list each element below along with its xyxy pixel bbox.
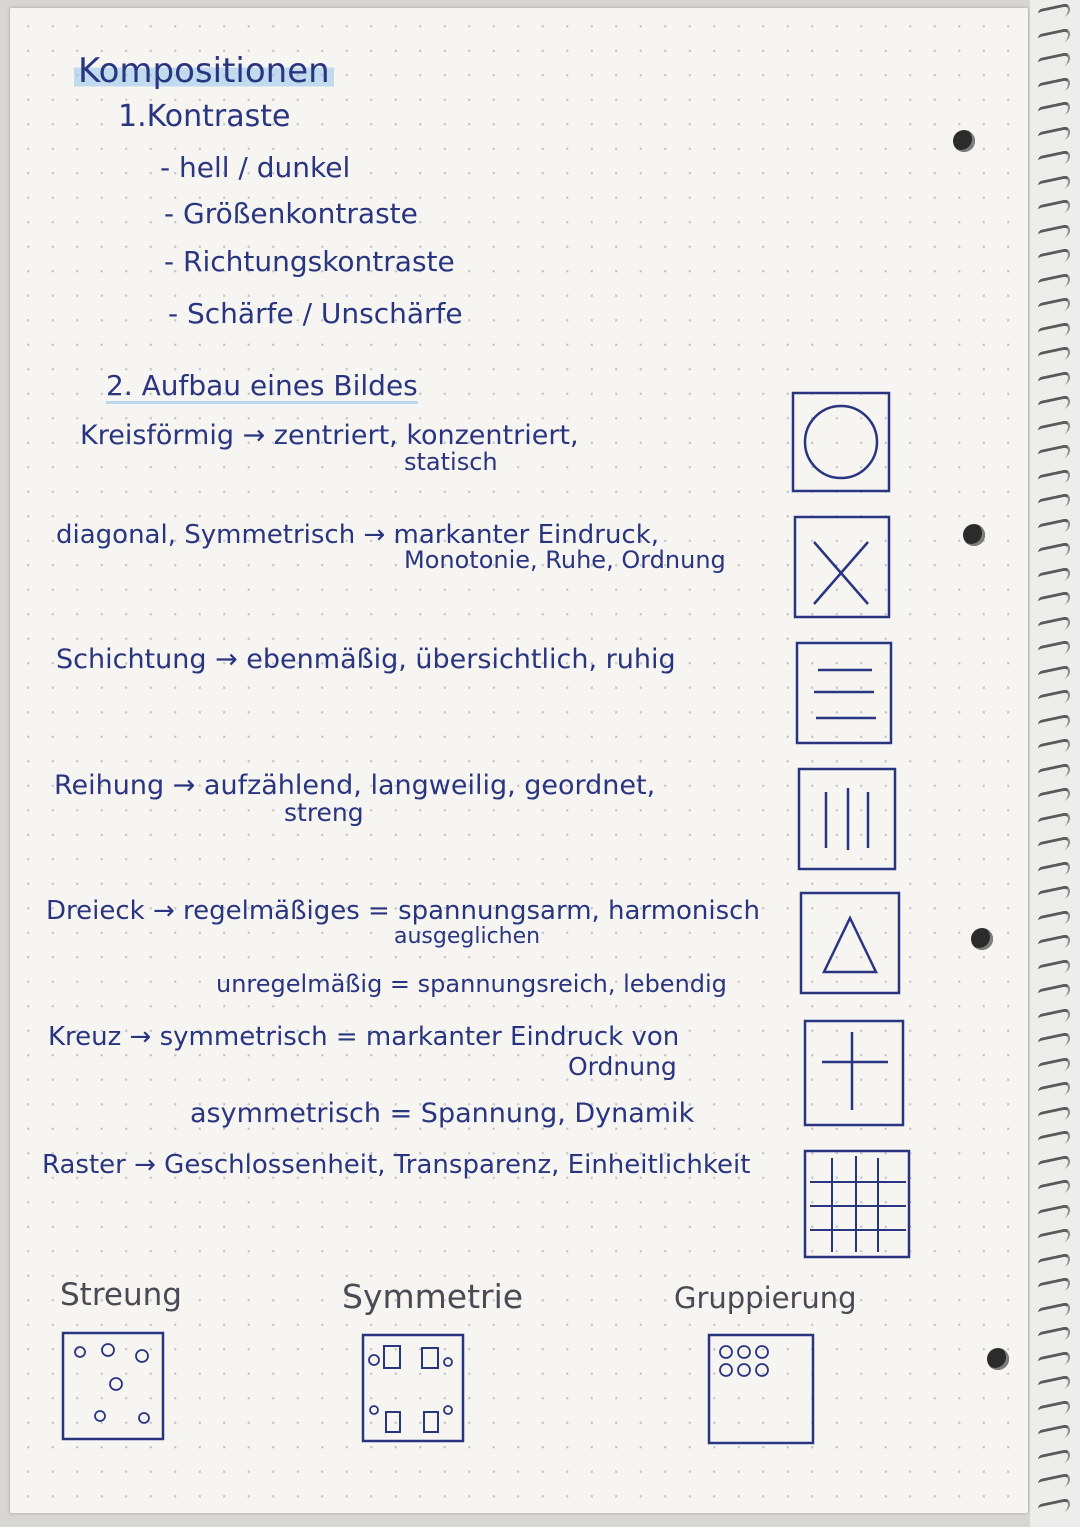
grid-icon — [802, 1148, 912, 1260]
gruppierung-label: Gruppierung — [674, 1281, 857, 1315]
spiral-loop — [1038, 3, 1070, 23]
spiral-loop — [1038, 1081, 1070, 1101]
spiral-loop — [1038, 713, 1070, 733]
spiral-loop — [1038, 150, 1070, 170]
spiral-loop — [1038, 542, 1070, 562]
spiral-loop — [1038, 321, 1070, 341]
spiral-loop — [1038, 762, 1070, 782]
spiral-loop — [1038, 909, 1070, 929]
spiral-loop — [1038, 1326, 1070, 1346]
spiral-loop — [1038, 811, 1070, 831]
page-title: Kompositionen — [74, 54, 334, 88]
entry-kreisfoermig-line2: statisch — [404, 448, 498, 476]
entry-reihung-line2: streng — [284, 798, 364, 827]
spiral-loop — [1038, 1424, 1070, 1444]
streung-label: Streung — [60, 1277, 182, 1313]
triangle-in-square-icon — [798, 890, 902, 996]
spiral-loop — [1038, 1203, 1070, 1223]
spiral-loop — [1038, 1350, 1070, 1370]
spiral-loop — [1038, 738, 1070, 758]
spiral-loop — [1038, 1448, 1070, 1468]
entry-kreuz-line3: asymmetrisch = Spannung, Dynamik — [190, 1098, 695, 1129]
spiral-loop — [1038, 419, 1070, 439]
spiral-loop — [1038, 52, 1070, 72]
x-in-square-icon — [792, 514, 894, 622]
entry-dreieck-line2: ausgeglichen — [394, 924, 541, 949]
spiral-loop — [1038, 958, 1070, 978]
spiral-loop — [1038, 1154, 1070, 1174]
spiral-loop — [1038, 1375, 1070, 1395]
entry-diagonal-line1: diagonal, Symmetrisch → markanter Eindruck, — [56, 520, 660, 550]
symmetric-shapes-icon — [360, 1332, 466, 1444]
spiral-loop — [1038, 1032, 1070, 1052]
spiral-loop — [1038, 1252, 1070, 1272]
spiral-loop — [1038, 27, 1070, 47]
spiral-loop — [1038, 1473, 1070, 1493]
entry-raster-line1: Raster → Geschlossenheit, Transparenz, Einheitlichkeit — [42, 1150, 751, 1180]
spiral-loop — [1038, 1399, 1070, 1419]
spiral-loop — [1038, 1228, 1070, 1248]
spiral-loop — [1038, 1179, 1070, 1199]
spiral-loop — [1038, 689, 1070, 709]
section1-item-4: - Schärfe / Unschärfe — [168, 297, 463, 330]
entry-schichtung-line1: Schichtung → ebenmäßig, übersichtlich, ruhig — [56, 644, 676, 675]
entry-kreisfoermig-line1: Kreisförmig → zentriert, konzentriert, — [80, 420, 579, 451]
spiral-loop — [1038, 836, 1070, 856]
spiral-loop — [1038, 591, 1070, 611]
spiral-loop — [1038, 517, 1070, 537]
grouped-circles-icon — [706, 1332, 816, 1446]
spiral-loop — [1038, 1497, 1070, 1517]
spiral-loop — [1038, 199, 1070, 219]
entry-kreuz-line1: Kreuz → symmetrisch = markanter Eindruck von — [48, 1022, 680, 1052]
spiral-loop — [1038, 1301, 1070, 1321]
spiral-loop — [1038, 983, 1070, 1003]
punch-hole — [987, 1348, 1009, 1370]
spiral-loop — [1038, 885, 1070, 905]
spiral-loop — [1038, 395, 1070, 415]
spiral-loop — [1038, 664, 1070, 684]
spiral-loop — [1038, 640, 1070, 660]
spiral-loop — [1038, 493, 1070, 513]
spiral-loop — [1038, 223, 1070, 243]
spiral-loop — [1038, 1056, 1070, 1076]
spiral-loop — [1038, 101, 1070, 121]
section1-item-3: - Richtungskontraste — [164, 245, 455, 278]
spiral-loop — [1038, 370, 1070, 390]
spiral-loop — [1038, 346, 1070, 366]
spiral-loop — [1038, 1007, 1070, 1027]
symmetrie-label: Symmetrie — [342, 1277, 524, 1316]
spiral-loop — [1038, 615, 1070, 635]
spiral-loop — [1038, 125, 1070, 145]
spiral-loop — [1038, 248, 1070, 268]
section1-item-1: - hell / dunkel — [160, 151, 351, 184]
spiral-loop — [1038, 1105, 1070, 1125]
spiral-loop — [1038, 787, 1070, 807]
spiral-loop — [1038, 297, 1070, 317]
spiral-loop — [1038, 934, 1070, 954]
entry-dreieck-line3: unregelmäßig = spannungsreich, lebendig — [216, 970, 727, 998]
cross-in-square-icon — [802, 1018, 906, 1128]
spiral-loop — [1038, 1130, 1070, 1150]
scattered-circles-icon — [60, 1330, 166, 1442]
spiral-loop — [1038, 860, 1070, 880]
vertical-lines-icon — [796, 766, 898, 872]
spiral-loop — [1038, 174, 1070, 194]
punch-hole — [971, 928, 993, 950]
entry-kreuz-line2: Ordnung — [568, 1052, 677, 1081]
spiral-loop — [1038, 1277, 1070, 1297]
punch-hole — [963, 524, 985, 546]
spiral-loop — [1038, 566, 1070, 586]
horizontal-lines-icon — [794, 640, 896, 746]
section1-heading: 1.Kontraste — [118, 99, 291, 134]
entry-diagonal-line2: Monotonie, Ruhe, Ordnung — [404, 546, 726, 574]
section1-item-2: - Größenkontraste — [164, 197, 418, 230]
punch-hole — [953, 130, 975, 152]
section2-heading: 2. Aufbau eines Bildes — [106, 369, 418, 402]
entry-reihung-line1: Reihung → aufzählend, langweilig, geordnet, — [54, 770, 656, 801]
spiral-loop — [1038, 444, 1070, 464]
spiral-loop — [1038, 468, 1070, 488]
circle-in-square-icon — [790, 390, 894, 496]
entry-dreieck-line1: Dreieck → regelmäßiges = spannungsarm, harmonisch — [46, 896, 760, 926]
spiral-binding — [1030, 0, 1080, 1527]
spiral-loop — [1038, 76, 1070, 96]
spiral-loop — [1038, 272, 1070, 292]
